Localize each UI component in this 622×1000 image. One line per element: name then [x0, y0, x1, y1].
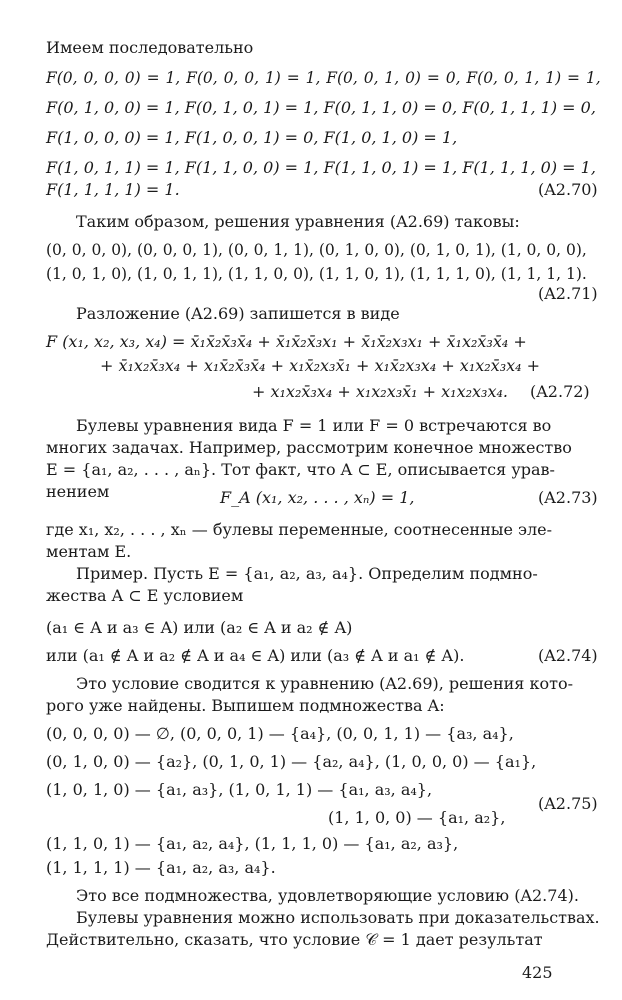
example-line-1: Пример. Пусть E = {a₁, a₂, a₃, a₄}. Определим подмно- [76, 564, 538, 583]
truth-row-3: F(1, 0, 0, 0) = 1, F(1, 0, 0, 1) = 0, F(1, 0, 1, 0) = 1, [46, 128, 458, 147]
equation-number-a2-72: (A2.72) [530, 382, 590, 401]
subsets-intro-1: Это условие сводится к уравнению (A2.69), решения кото- [76, 674, 574, 693]
equation-number-a2-74: (A2.74) [538, 646, 598, 665]
subsets-row-6: (1, 1, 1, 1) — {a₁, a₂, a₃, a₄}. [46, 858, 276, 877]
closing-line-3: Действительно, сказать, что условие 𝒞 = 1 дает результат [46, 930, 543, 949]
truth-row-2: F(0, 1, 0, 0) = 1, F(0, 1, 0, 1) = 1, F(0, 1, 1, 0) = 0, F(0, 1, 1, 1) = 0, [46, 98, 596, 117]
subsets-intro-2: рого уже найдены. Выпишем подмножества A: [46, 696, 445, 715]
closing-line-1: Это все подмножества, удовлетворяющие условию (A2.74). [76, 886, 579, 905]
page-number: 425 [522, 963, 553, 982]
subsets-row-5: (1, 1, 0, 1) — {a₁, a₂, a₄}, (1, 1, 1, 0) — {a₁, a₂, a₃}, [46, 834, 459, 853]
expansion-row-2: + x̄₁x₂x̄₃x₄ + x₁x̄₂x̄₃x̄₄ + x₁x̄₂x₃x̄₁ + x₁x̄₂x₃x₄ + x₁x₂x̄₃x₄ + [100, 356, 541, 375]
subsets-row-2: (0, 1, 0, 0) — {a₂}, (0, 1, 0, 1) — {a₂, a₄}, (1, 0, 0, 0) — {a₁}, [46, 752, 537, 771]
solutions-row-2: (1, 0, 1, 0), (1, 0, 1, 1), (1, 1, 0, 0), (1, 1, 0, 1), (1, 1, 1, 0), (1, 1, 1, 1). [46, 265, 587, 283]
subsets-row-1: (0, 0, 0, 0) — ∅, (0, 0, 0, 1) — {a₄}, (0, 0, 1, 1) — {a₃, a₄}, [46, 724, 514, 743]
intro-text: Имеем последовательно [46, 38, 254, 57]
solutions-row-1: (0, 0, 0, 0), (0, 0, 0, 1), (0, 0, 1, 1), (0, 1, 0, 0), (0, 1, 0, 1), (1, 0, 0, 0), [46, 241, 587, 259]
truth-row-5: F(1, 1, 1, 1) = 1. [46, 180, 180, 199]
solutions-intro: Таким образом, решения уравнения (A2.69) таковы: [76, 212, 520, 231]
expansion-row-3: + x₁x₂x̄₃x₄ + x₁x₂x₃x̄₁ + x₁x₂x₃x₄. [252, 382, 508, 401]
equation-number-a2-71: (A2.71) [538, 284, 598, 303]
paragraph-line-5: где x₁, x₂, . . . , xₙ — булевы переменные, соотнесенные эле- [46, 520, 553, 539]
paragraph-line-4: нением [46, 482, 110, 501]
subsets-row-3: (1, 0, 1, 0) — {a₁, a₃}, (1, 0, 1, 1) — {a₁, a₃, a₄}, [46, 780, 433, 799]
closing-line-2: Булевы уравнения можно использовать при доказательствах. [76, 908, 600, 927]
paragraph-line-1: Булевы уравнения вида F = 1 или F = 0 встречаются во [76, 416, 552, 435]
equation-number-a2-75: (A2.75) [538, 794, 598, 813]
subsets-row-4: (1, 1, 0, 0) — {a₁, a₂}, [328, 808, 506, 827]
equation-number-a2-70: (A2.70) [538, 180, 598, 199]
condition-line-1: (a₁ ∈ A и a₃ ∈ A) или (a₂ ∈ A и a₂ ∉ A) [46, 618, 353, 637]
condition-line-2: или (a₁ ∉ A и a₂ ∉ A и a₄ ∈ A) или (a₃ ∉ A и a₁ ∉ A). [46, 646, 465, 665]
paragraph-line-3: E = {a₁, a₂, . . . , aₙ}. Тот факт, что A ⊂ E, описывается урав- [46, 460, 555, 479]
formula-a2-73: F_A (x₁, x₂, . . . , xₙ) = 1, [220, 488, 415, 507]
paragraph-line-6: ментам E. [46, 542, 132, 561]
paragraph-line-2: многих задачах. Например, рассмотрим конечное множество [46, 438, 572, 457]
equation-number-a2-73: (A2.73) [538, 488, 598, 507]
expansion-row-1: F (x₁, x₂, x₃, x₄) = x̄₁x̄₂x̄₃x̄₄ + x̄₁x̄₂x̄₃x₁ + x̄₁x̄₂x₃x₁ + x̄₁x₂x̄₃x̄₄ + [46, 332, 527, 351]
expansion-intro: Разложение (A2.69) запишется в виде [76, 304, 400, 323]
truth-row-4: F(1, 0, 1, 1) = 1, F(1, 1, 0, 0) = 1, F(1, 1, 0, 1) = 1, F(1, 1, 1, 0) = 1, [46, 158, 596, 177]
truth-row-1: F(0, 0, 0, 0) = 1, F(0, 0, 0, 1) = 1, F(0, 0, 1, 0) = 0, F(0, 0, 1, 1) = 1, [46, 69, 601, 87]
example-line-2: жества A ⊂ E условием [46, 586, 244, 605]
